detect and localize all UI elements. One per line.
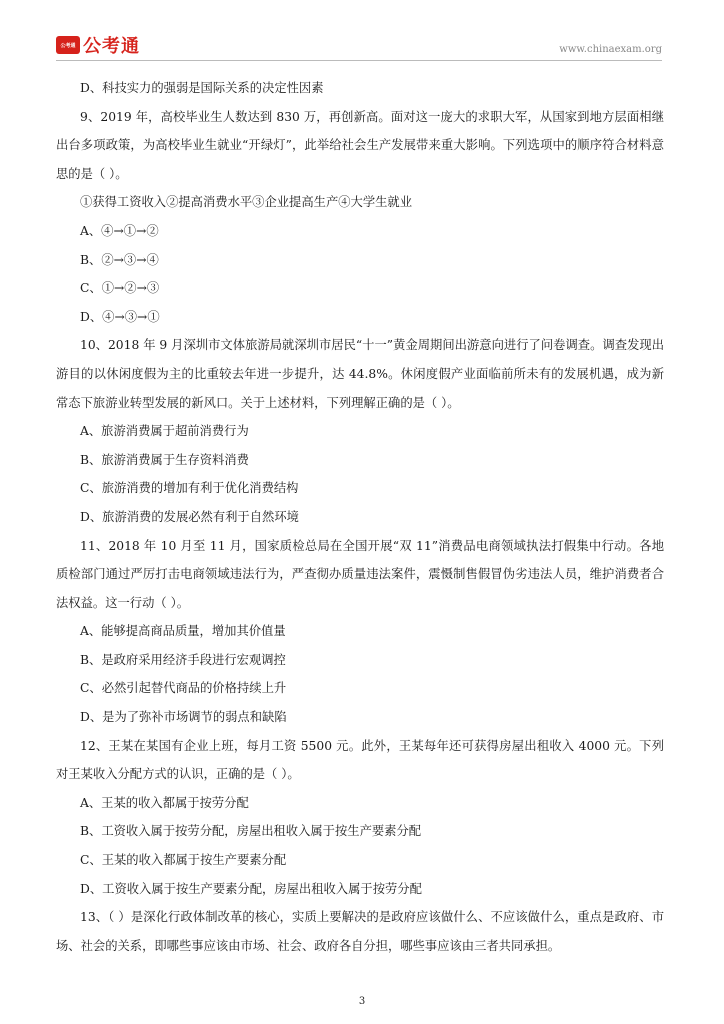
question-12: 12、王某在某国有企业上班，每月工资 5500 元。此外，王某每年还可获得房屋出租收入 4000 元。下列对王某收入分配方式的认识，正确的是（ ）。 [56, 738, 664, 782]
page-number: 3 [358, 996, 366, 1007]
logo [56, 34, 140, 56]
site-url: www.chinaexam.org [559, 44, 662, 55]
question-9-option-d: D、④→③→① [80, 309, 160, 324]
question-9-option-a: A、④→①→② [80, 223, 159, 238]
logo-badge: 公考通 [56, 36, 80, 54]
question-10-option-d: D、旅游消费的发展必然有利于自然环境 [80, 509, 299, 524]
question-10-option-c: C、旅游消费的增加有利于优化消费结构 [80, 481, 299, 496]
question-12-option-d: D、工资收入属于按生产要素分配，房屋出租收入属于按劳分配 [80, 881, 422, 896]
logo-text: 公考通 [83, 36, 140, 57]
page-header [0, 0, 724, 60]
question-9-option-c: C、①→②→③ [80, 281, 160, 296]
question-11-option-a: A、能够提高商品质量，增加其价值量 [80, 624, 286, 639]
question-13: 13、（ ）是深化行政体制改革的核心，实质上要解决的是政府应该做什么、不应该做什么，重点是政府、市场、社会的关系，即哪些事应该由市场、社会、政府各自分担，哪些事应该由三者共同承担。 [56, 910, 664, 953]
question-9-option-b: B、②→③→④ [80, 252, 159, 267]
question-12-option-a: A、王某的收入都属于按劳分配 [80, 795, 249, 810]
question-11-option-d: D、是为了弥补市场调节的弱点和缺陷 [80, 710, 287, 725]
question-11: 11、2018 年 10 月至 11 月，国家质检总局在全国开展“双 11”消费品电商领域执法打假集中行动。各地质检部门通过严厉打击电商领域违法行为，严查彻办质量违法案件，震慑制售假冒伪劣违法人员，维护消费者合法权益。这一行动（ ）。 [56, 538, 664, 610]
question-12-option-c: C、王某的收入都属于按生产要素分配 [80, 853, 287, 868]
question-9: 9、2019 年，高校毕业生人数达到 830 万，再创新高。面对这一庞大的求职大军，从国家到地方层面相继出台多项政策，为高校毕业生就业“开绿灯”，此举给社会生产发展带来重大影响。下列选项中的顺序符合材料意思的是（ ）。 [56, 109, 664, 181]
question-11-option-c: C、必然引起替代商品的价格持续上升 [80, 681, 287, 696]
question-10-option-b: B、旅游消费属于生存资料消费 [80, 452, 249, 467]
question-9-items: ①获得工资收入②提高消费水平③企业提高生产④大学生就业 [80, 195, 413, 210]
question-10: 10、2018 年 9 月深圳市文体旅游局就深圳市居民“十一”黄金周期间出游意向进行了问卷调查。调查发现出游目的以休闲度假为主的比重较去年进一步提升，达 44.8%。休闲度假产业面临前所未有的发展机遇，成为新常态下旅游业转型发展的新风口。关于上述材料，下列理解正确的是（ ）。 [56, 338, 664, 410]
question-11-option-b: B、是政府采用经济手段进行宏观调控 [80, 652, 286, 667]
header-divider [56, 60, 662, 61]
document-body [56, 74, 664, 960]
question-12-option-b: B、工资收入属于按劳分配，房屋出租收入属于按生产要素分配 [80, 824, 422, 839]
option-line: D、科技实力的强弱是国际关系的决定性因素 [80, 81, 324, 95]
question-10-option-a: A、旅游消费属于超前消费行为 [80, 424, 249, 439]
